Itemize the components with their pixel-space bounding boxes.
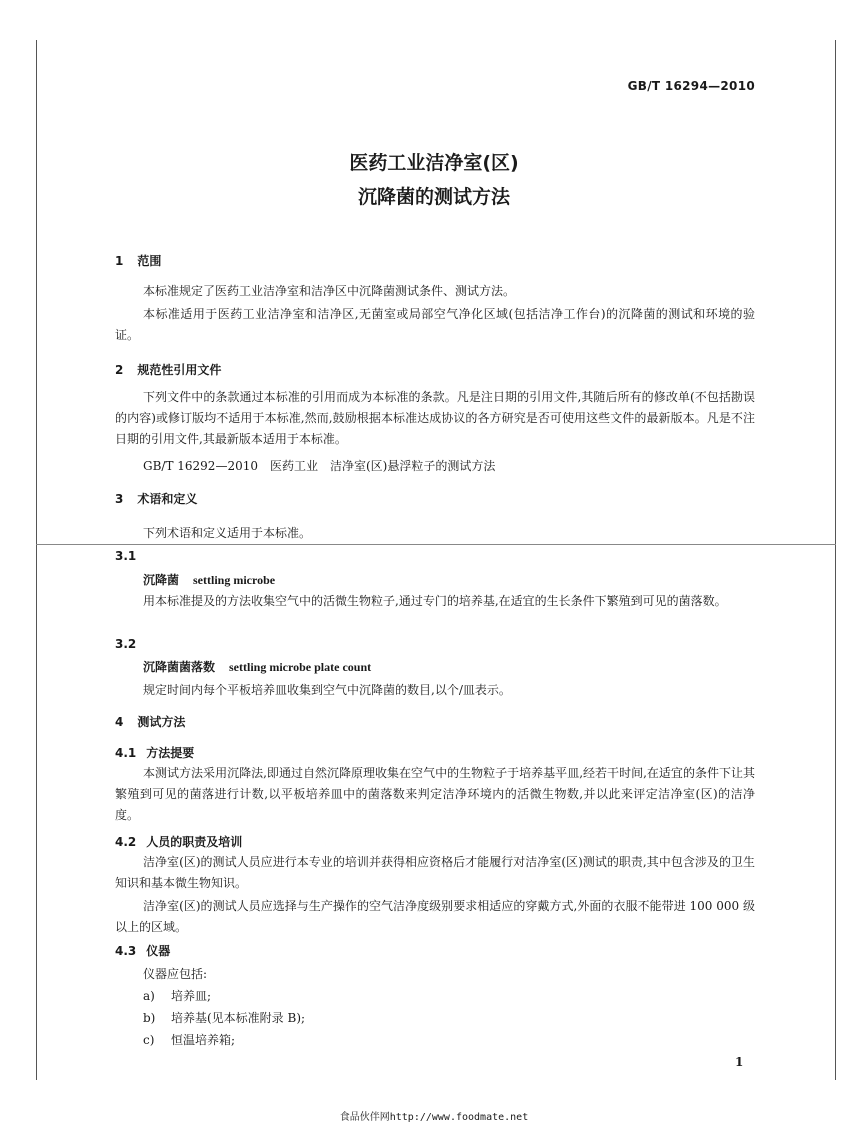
section-4-heading: [115, 713, 185, 730]
section-4-2-para-2: 洁净室(区)的测试人员应选择与生产操作的空气洁净度级别要求相适应的穿戴方式,外面的衣服不能带进 100 000 级以上的区域。: [115, 899, 755, 934]
list-item: [143, 1009, 305, 1026]
list-item: [143, 1031, 235, 1048]
standard-code: GB/T 16294—2010: [627, 79, 755, 93]
section-1-para-2: 本标准适用于医药工业洁净室和洁净区,无菌室或局部空气净化区域(包括洁净工作台)的沉降菌的测试和环境的验证。: [115, 307, 755, 342]
section-number: 1: [115, 254, 124, 268]
section-title: 方法提要: [146, 746, 195, 760]
section-4-2-heading: [115, 833, 242, 850]
list-text: 培养基(见本标准附录 B);: [171, 1011, 306, 1025]
term-3-1-number: 3.1: [115, 549, 137, 563]
section-4-1-heading: [115, 744, 194, 761]
section-4-3-heading: [115, 942, 170, 959]
normative-reference: GB/T 16292—2010 医药工业 洁净室(区)悬浮粒子的测试方法: [143, 459, 496, 473]
list-text: 培养皿;: [171, 989, 212, 1003]
section-title: 术语和定义: [137, 492, 198, 506]
doc-title-line1: 医药工业洁净室(区): [349, 152, 519, 174]
list-text: 恒温培养箱;: [171, 1033, 236, 1047]
section-number: 4: [115, 715, 124, 729]
term-3-1: [143, 571, 275, 588]
term-3-2-definition: 规定时间内每个平板培养皿收集到空气中沉降菌的数目,以个/皿表示。: [143, 683, 511, 697]
section-4-3-intro: 仪器应包括:: [143, 967, 208, 981]
list-item: [143, 987, 211, 1004]
term-3-1-definition: 用本标准提及的方法收集空气中的活微生物粒子,通过专门的培养基,在适宜的生长条件下繁殖到可见的菌落数。: [143, 594, 727, 608]
term-english: settling microbe plate count: [229, 660, 372, 674]
section-3-para-1: 下列术语和定义适用于本标准。: [143, 526, 312, 540]
watermark-footer: 食品伙伴网http://www.foodmate.net: [339, 1112, 529, 1123]
section-1-para-1: 本标准规定了医药工业洁净室和洁净区中沉降菌测试条件、测试方法。: [143, 284, 516, 298]
term-chinese: 沉降菌: [143, 573, 180, 587]
section-number: 4.3: [115, 944, 137, 958]
section-title: 规范性引用文件: [137, 363, 222, 377]
term-3-2: [143, 658, 371, 675]
scan-divider: [36, 544, 836, 545]
list-marker: c): [143, 1033, 155, 1047]
section-2-heading: [115, 361, 221, 378]
term-3-2-number: 3.2: [115, 637, 137, 651]
section-4-2-para-1: 洁净室(区)的测试人员应进行本专业的培训并获得相应资格后才能履行对洁净室(区)测试的职责,其中包含涉及的卫生知识和基本微生物知识。: [115, 855, 755, 890]
doc-title-line2: 沉降菌的测试方法: [357, 186, 510, 208]
section-title: 人员的职责及培训: [146, 835, 243, 849]
section-3-heading: [115, 490, 197, 507]
section-1-heading: [115, 252, 161, 269]
list-marker: b): [143, 1011, 156, 1025]
section-number: 3: [115, 492, 124, 506]
section-number: 4.2: [115, 835, 137, 849]
section-number: 4.1: [115, 746, 137, 760]
list-marker: a): [143, 989, 155, 1003]
section-2-para-1: 下列文件中的条款通过本标准的引用而成为本标准的条款。凡是注日期的引用文件,其随后所有的修改单(不包括勘误的内容)或修订版均不适用于本标准,然而,鼓励根据本标准达成协议的各方研究是否可使用这些文件的最新版本。凡是不注日期的引用文件,其最新版本适用于本标准。: [115, 390, 755, 446]
term-chinese: 沉降菌菌落数: [143, 660, 216, 674]
term-english: settling microbe: [193, 573, 276, 587]
page-number: 1: [735, 1055, 744, 1069]
section-4-1-para-1: 本测试方法采用沉降法,即通过自然沉降原理收集在空气中的生物粒子于培养基平皿,经若干时间,在适宜的条件下让其繁殖到可见的菌落进行计数,以平板培养皿中的菌落数来判定洁净环境内的活微生物数,并以此来评定洁净室(区)的洁净度。: [115, 766, 755, 822]
section-title: 测试方法: [137, 715, 186, 729]
section-number: 2: [115, 363, 124, 377]
section-title: 范围: [137, 254, 162, 268]
section-title: 仪器: [146, 944, 171, 958]
